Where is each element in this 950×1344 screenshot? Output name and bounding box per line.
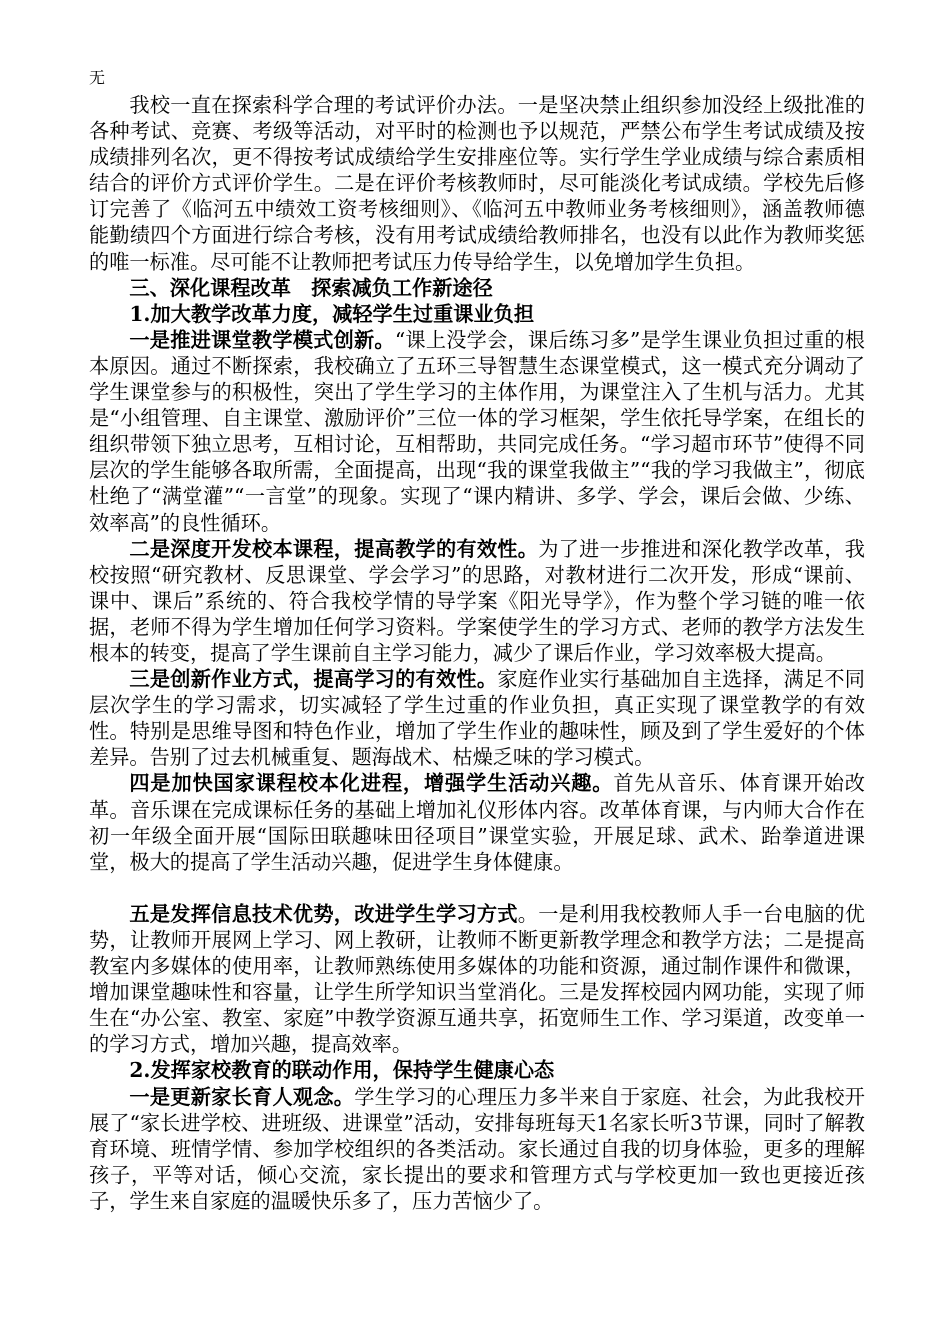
paragraph-homework (89, 666, 865, 770)
page-header: 无 (89, 68, 106, 87)
paragraph-school-curriculum (89, 536, 865, 666)
paragraph-lead: 五是发挥信息技术优势，改进学生学习方式 (129, 901, 518, 926)
blank-line (89, 875, 865, 901)
paragraph-information-technology (89, 901, 865, 1058)
paragraph-text: 家庭作业实行基础加自主选择，满足不同层次学生的学习需求，切实减轻了学生过重的作业负担，真正实现了课堂教学的有效性。特别是思维导图和特色作业，增加了学生作业的趣味性，顾及到了学生爱好的个体差异。告别了过去机械重复、题海战术、枯燥乏味的学习模式。 (89, 667, 865, 770)
paragraph-text: “课上没学会，课后练习多”是学生课业负担过重的根本原因。通过不断探索，我校确立了五环三导智慧生态课堂模式，这一模式充分调动了学生课堂参与的积极性，突出了学生学习的主体作用，为课堂注入了生机与活力。尤其是“小组管理、自主课堂、激励评价”三位一体的学习框架，学生依托导学案，在组长的组织带领下独立思考，互相讨论，互相帮助，共同完成任务。“学习超市环节”使得不同层次的学生能够各取所需，全面提高，出现“我的课堂我做主”“我的学习我做主”，彻底杜绝了“满堂灌”“一言堂”的现象。实现了“课内精讲、多学、学会，课后会做、少练、效率高”的良性循环。 (89, 327, 865, 535)
paragraph-lead: 三是创新作业方式，提高学习的有效性。 (129, 667, 498, 692)
paragraph-national-curriculum (89, 770, 865, 874)
paragraph-text: 首先从音乐、体育课开始改革。音乐课在完成课标任务的基础上增加礼仪形体内容。改革体育课，与内师大合作在初一年级全面开展“国际田联趣味田径项目”课堂实验，开展足球、武术、跆拳道进课堂，极大的提高了学生活动兴趣，促进学生身体健康。 (89, 771, 865, 874)
subsection-heading-1: 1.加大教学改革力度，减轻学生过重课业负担 (129, 301, 535, 326)
paragraph-lead: 二是深度开发校本课程，提高教学的有效性。 (129, 536, 539, 561)
paragraph-lead: 一是推进课堂教学模式创新。 (129, 327, 395, 352)
paragraph-exam-evaluation: 我校一直在探索科学合理的考试评价办法。一是坚决禁止组织参加没经上级批准的各种考试、竞赛、考级等活动，对平时的检测也予以规范，严禁公布学生考试成绩及按成绩排列名次，更不得按考试成绩给学生安排座位等。实行学生学业成绩与综合素质相结合的评价方式评价学生。二是在评价考核教师时，尽可能淡化考试成绩。学校先后修订完善了《临河五中绩效工资考核细则》、《临河五中教师业务考核细则》，涵盖教师德能勤绩四个方面进行综合考核，没有用考试成绩给教师排名，也没有以此作为教师奖惩的唯一标准。尽可能不让教师把考试压力传导给学生，以免增加学生负担。 (89, 93, 865, 274)
paragraph-lead: 四是加快国家课程校本化进程，增强学生活动兴趣。 (129, 771, 614, 796)
paragraph-lead: 一是更新家长育人观念。 (129, 1084, 355, 1109)
paragraph-text: 为了进一步推进和深化教学改革，我校按照“研究教材、反思课堂、学会学习”的思路，对教材进行二次开发，形成“课前、课中、课后”系统的、符合我校学情的导学案《阳光导学》，作为整个学习链的唯一依据，老师不得为学生增加任何学习资料。学案使学生的学习方式、老师的教学方法发生根本的转变，提高了学生课前自主学习能力，减少了课后作业，学习效率极大提高。 (89, 536, 865, 665)
paragraph-classroom-model (89, 327, 865, 536)
paragraph-text: 学生学习的心理压力多半来自于家庭、社会，为此我校开展了“家长进学校、进班级、进课堂”活动，安排每班每天1名家长听3节课，同时了解教育环境、班情学情、参加学校组织的各类活动。家长通过自我的切身体验，更多的理解孩子，平等对话，倾心交流，家长提出的要求和管理方式与学校更加一致也更接近孩子，学生来自家庭的温暖快乐多了，压力苦恼少了。 (89, 1084, 865, 1213)
subsection-heading-2: 2.发挥家校教育的联动作用，保持学生健康心态 (129, 1058, 555, 1083)
paragraph-text: 。一是利用我校教师人手一台电脑的优势，让教师开展网上学习、网上教研，让教师不断更新教学理念和教学方法；二是提高教室内多媒体的使用率，让教师熟练使用多媒体的功能和资源，通过制作课件和微课，增加课堂趣味性和容量，让学生所学知识当堂消化。三是发挥校园内网功能，实现了师生在“办公室、教室、家庭”中教学资源互通共享，拓宽师生工作、学习渠道，改变单一的学习方式，增加兴趣，提高效率。 (89, 901, 865, 1057)
section-heading-3: 三、深化课程改革 探索减负工作新途径 (129, 275, 493, 300)
paragraph-parent-education (89, 1084, 865, 1214)
document-body (89, 92, 865, 1214)
